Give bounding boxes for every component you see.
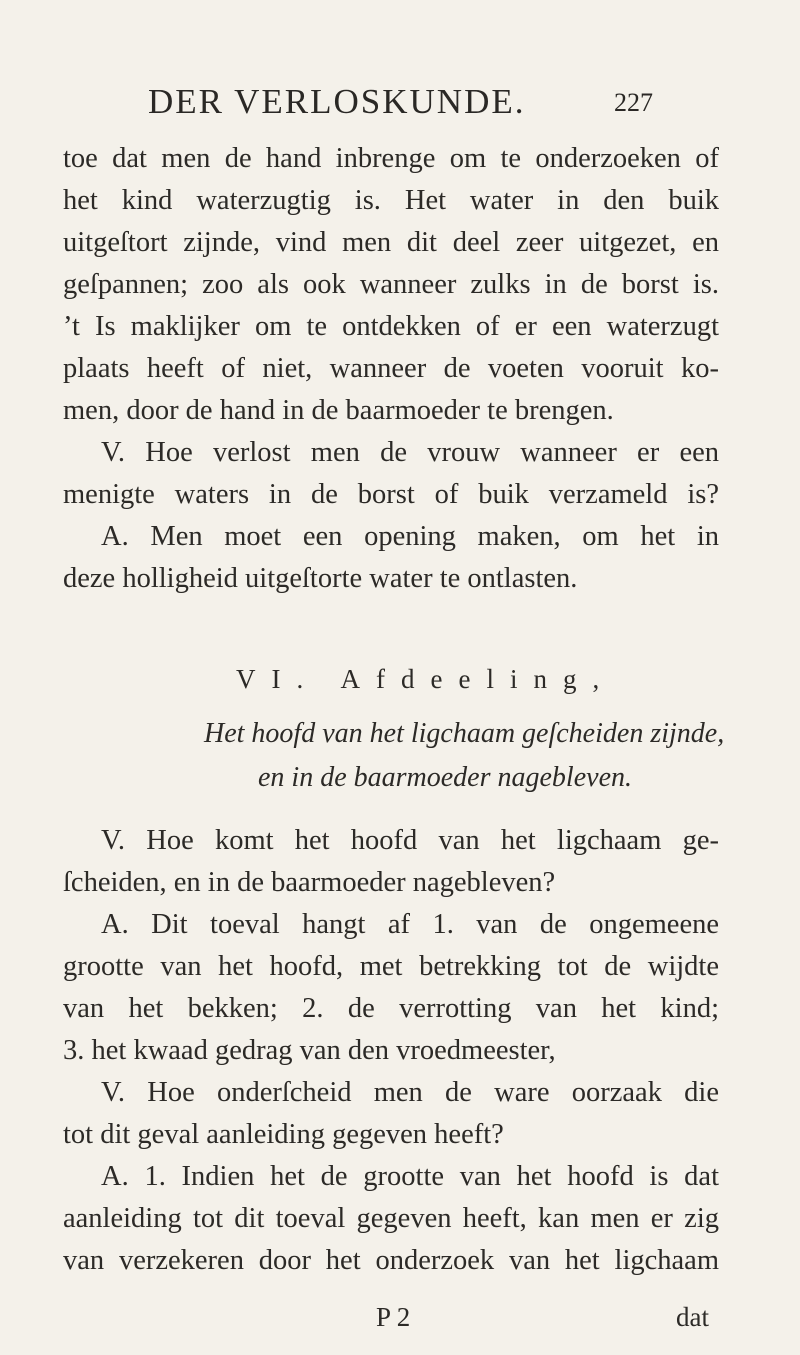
text-line: A. Men moet een opening maken, om het in [101,521,719,552]
running-title: DER VERLOSKUNDE. [148,82,526,121]
text-line: van verzekeren door het onderzoek van het ligchaam [63,1245,719,1276]
catchword: dat [676,1302,709,1332]
text-line: men, door de hand in de baarmoeder te brengen. [63,395,614,426]
text-line: ſcheiden, en in de baarmoeder nagebleven? [63,867,556,898]
text-line: plaats heeft of niet, wanneer de voeten vooruit ko- [63,353,719,384]
section-heading: VI. Afdeeling, [236,664,616,694]
text-line: uitgeſtort zijnde, vind men dit deel zeer uitgezet, en [63,227,719,258]
text-line: het kind waterzugtig is. Het water in den buik [63,185,719,216]
section-subtitle: Het hoofd van het ligchaam geſcheiden zijnde, [204,718,725,749]
text-line: V. Hoe onderſcheid men de ware oorzaak die [101,1077,719,1108]
text-line: tot dit geval aanleiding gegeven heeft? [63,1119,504,1150]
text-line: aanleiding tot dit toeval gegeven heeft, kan men er zig [63,1203,719,1234]
text-line: deze holligheid uitgeſtorte water te ontlasten. [63,563,578,594]
signature-mark: P 2 [376,1302,411,1332]
text-line: V. Hoe komt het hoofd van het ligchaam ge- [101,825,719,856]
text-line: V. Hoe verlost men de vrouw wanneer er een [101,437,719,468]
page-number: 227 [614,88,653,117]
text-line: A. Dit toeval hangt af 1. van de ongemeene [101,909,719,940]
page-header [0,82,800,122]
text-line: grootte van het hoofd, met betrekking tot de wijdte [63,951,719,982]
text-line: ’t Is maklijker om te ontdekken of er een waterzugt [63,311,719,342]
text-line: geſpannen; zoo als ook wanneer zulks in de borst is. [63,269,719,300]
text-line: toe dat men de hand inbrenge om te onderzoeken of [63,143,719,174]
section-subtitle: en in de baarmoeder nagebleven. [258,762,632,793]
text-line: 3. het kwaad gedrag van den vroedmeester, [63,1035,556,1066]
text-line: A. 1. Indien het de grootte van het hoofd is dat [101,1161,719,1192]
text-line: van het bekken; 2. de verrotting van het kind; [63,993,719,1024]
text-line: menigte waters in de borst of buik verzameld is? [63,479,719,510]
